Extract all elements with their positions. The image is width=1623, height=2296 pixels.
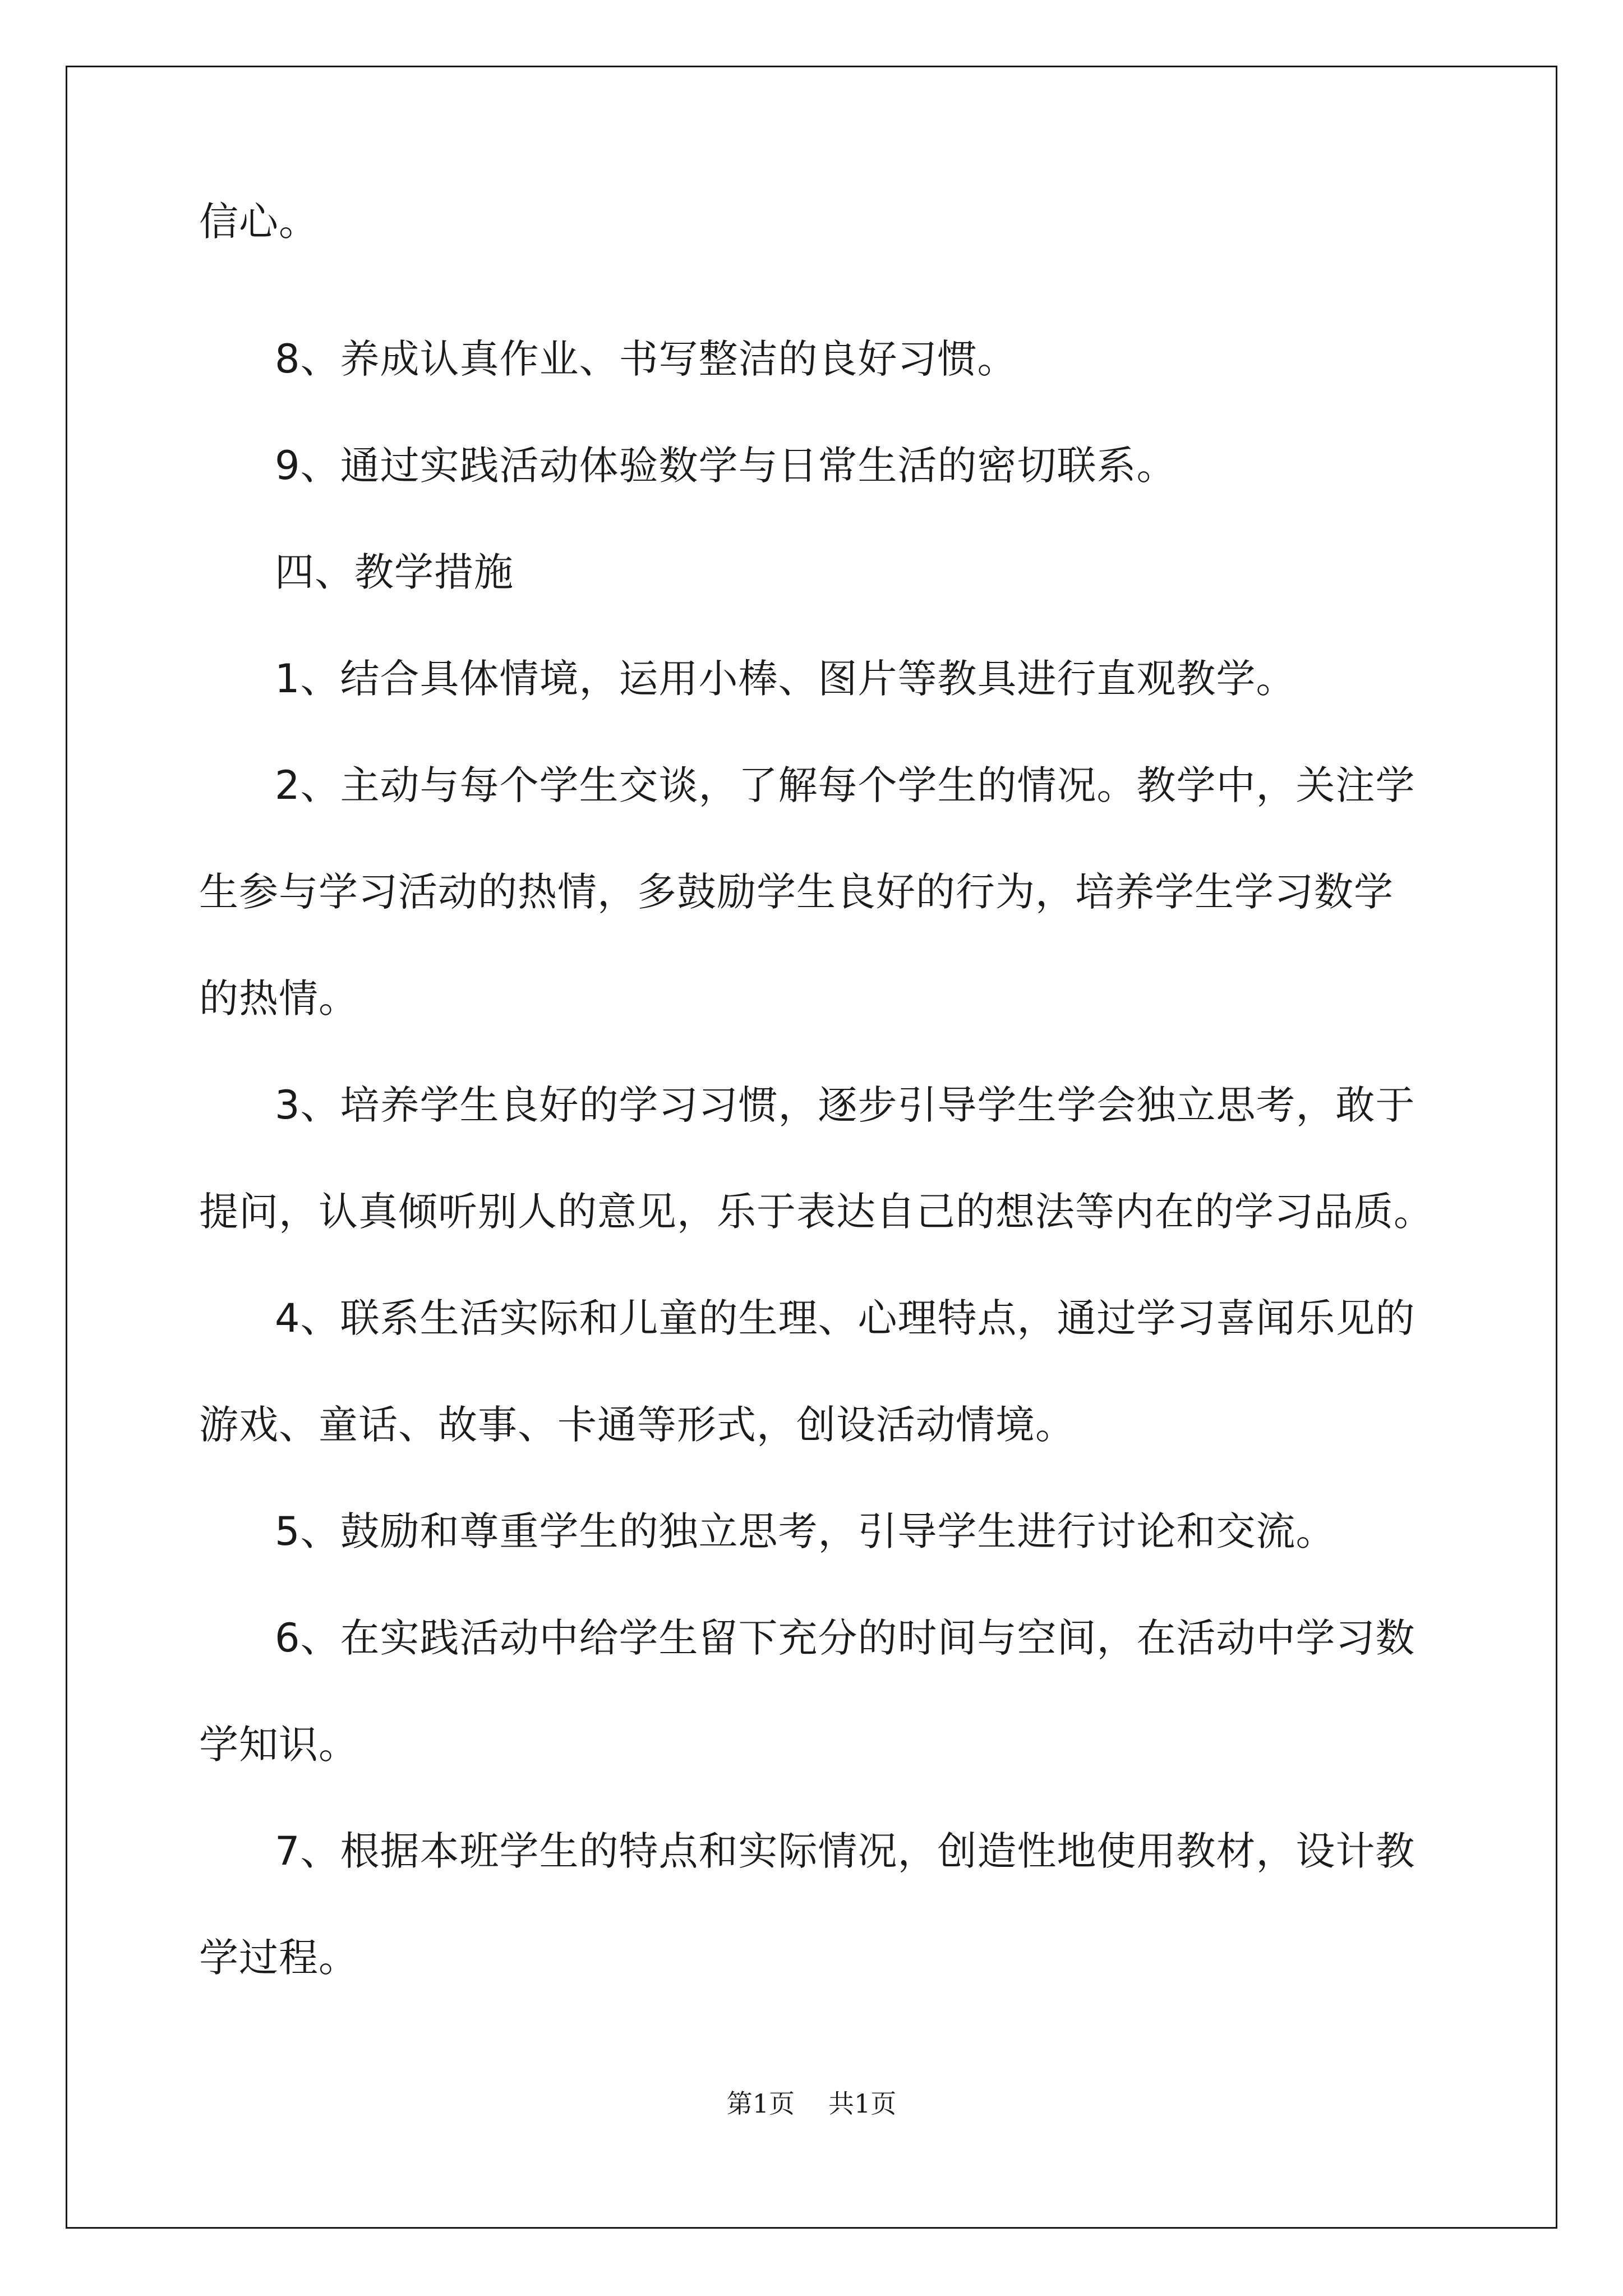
- page-number-current: 第1页: [726, 2088, 795, 2119]
- list-item-9: 9、通过实践活动体验数学与日常生活的密切联系。: [275, 443, 1177, 489]
- text-line: 学过程。: [199, 1935, 358, 1981]
- list-item-5: 5、鼓励和尊重学生的独立思考，引导学生进行讨论和交流。: [275, 1508, 1336, 1554]
- text-line: 的热情。: [199, 976, 358, 1022]
- section-heading: 四、教学措施: [275, 549, 514, 595]
- list-item-1: 1、结合具体情境，运用小棒、图片等教具进行直观教学。: [275, 656, 1296, 702]
- page-number-total: 共1页: [828, 2088, 897, 2119]
- page-footer: [0, 2087, 1623, 2120]
- page-frame: [66, 66, 1557, 2229]
- text-line: 游戏、童话、故事、卡通等形式，创设活动情境。: [199, 1402, 1075, 1448]
- text-line: 学知识。: [199, 1722, 358, 1768]
- text-line: 生参与学习活动的热情，多鼓励学生良好的行为，培养学生学习数学: [199, 869, 1394, 915]
- list-item-3: 3、培养学生良好的学习习惯，逐步引导学生学会独立思考，敢于: [275, 1082, 1415, 1128]
- text-line: 信心。: [199, 199, 319, 245]
- text-line: 提问，认真倾听别人的意见，乐于表达自己的想法等内在的学习品质。: [199, 1189, 1433, 1235]
- list-item-6: 6、在实践活动中给学生留下充分的时间与空间，在活动中学习数: [275, 1615, 1415, 1661]
- list-item-7: 7、根据本班学生的特点和实际情况，创造性地使用教材，设计教: [275, 1828, 1415, 1874]
- list-item-8: 8、养成认真作业、书写整洁的良好习惯。: [275, 336, 1017, 382]
- list-item-2: 2、主动与每个学生交谈，了解每个学生的情况。教学中，关注学: [275, 762, 1415, 808]
- list-item-4: 4、联系生活实际和儿童的生理、心理特点，通过学习喜闻乐见的: [275, 1295, 1415, 1341]
